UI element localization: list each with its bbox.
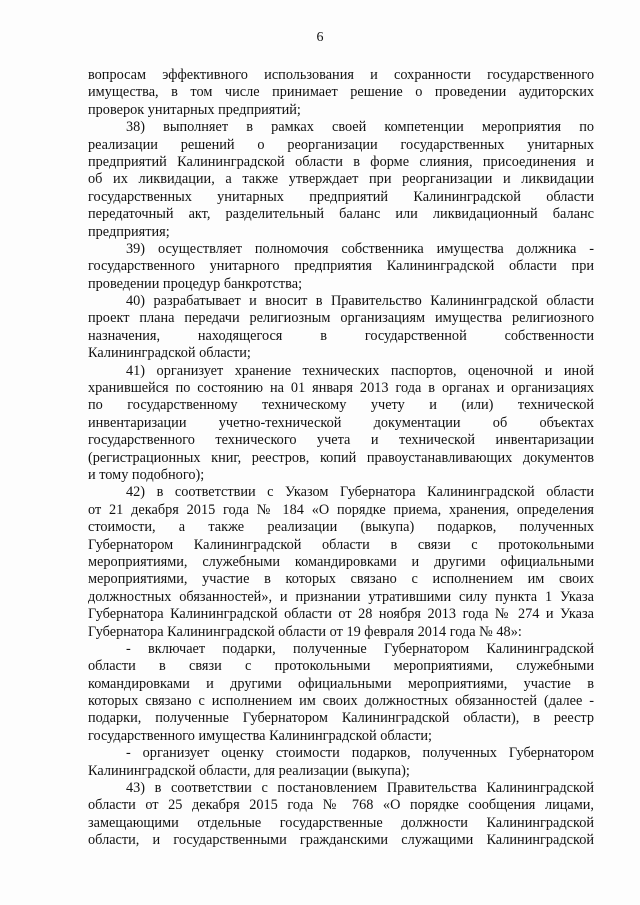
- text-line: мероприятиями, участие в которых связано с исполнением им своих: [88, 571, 594, 588]
- text-line: государственных унитарных предприятий Калининградской области: [88, 188, 594, 205]
- text-line: предприятий Калининградской области в форме слияния, присоединения и: [88, 153, 594, 170]
- text-line: области от 25 декабря 2015 года № 768 «О порядке сообщения лицами,: [88, 797, 594, 814]
- text-line: государственного технического учета и технической инвентаризации: [88, 432, 594, 449]
- text-line: 41) организует хранение технических паспортов, оценочной и иной: [126, 362, 594, 379]
- text-line: хранившейся по состоянию на 01 января 2013 года в органах и организациях: [88, 380, 594, 397]
- text-line: об их ликвидации, а также утверждает при реорганизации и ликвидации: [88, 171, 594, 188]
- text-line: 38) выполняет в рамках своей компетенции мероприятия по: [126, 119, 594, 136]
- text-line: подарки, полученные Губернатором Калининградской области), в реестр: [88, 710, 594, 727]
- text-line: передаточный акт, разделительный баланс или ликвидационный баланс: [88, 206, 594, 223]
- text-line: 43) в соответствии с постановлением Правительства Калининградской: [126, 780, 594, 797]
- text-line: государственного унитарного предприятия Калининградской области при: [88, 258, 594, 275]
- text-line: мероприятиями, служебными командировками и другими официальными: [88, 553, 594, 570]
- text-line: инвентаризации учетно-технической документации об объектах: [88, 414, 594, 431]
- page-number: 6: [316, 30, 324, 45]
- text-line: замещающими отдельные государственные должности Калининградской: [88, 814, 594, 831]
- text-line: области, и государственными гражданскими служащими Калининградской: [88, 832, 594, 849]
- text-line: Калининградской области;: [88, 345, 251, 362]
- text-line: командировками и другими официальными мероприятиями, участие в: [88, 675, 594, 692]
- text-line: вопросам эффективного использования и сохранности государственного: [88, 67, 594, 83]
- text-line: области в связи с протокольными мероприятиями, служебными: [88, 658, 594, 675]
- text-line: имущества, в том числе принимает решение о проведении аудиторских: [88, 84, 594, 101]
- text-line: - включает подарки, полученные Губернатором Калининградской: [126, 640, 594, 657]
- document-body: [88, 67, 594, 850]
- text-line: стоимости, а также реализации (выкупа) подарков, полученных: [88, 519, 594, 536]
- text-line: Калининградской области, для реализации (выкупа);: [88, 762, 410, 779]
- text-line: и тому подобного);: [88, 466, 205, 483]
- text-line: (регистрационных книг, реестров, копий правоустанавливающих документов: [88, 449, 594, 466]
- text-line: которых связано с исполнением им своих должностных обязанностей (далее -: [88, 693, 594, 710]
- text-line: от 21 декабря 2015 года № 184 «О порядке приема, хранения, определения: [88, 501, 594, 518]
- text-line: 40) разрабатывает и вносит в Правительство Калининградской области: [126, 293, 594, 310]
- text-line: проведении процедур банкротства;: [88, 275, 303, 292]
- text-line: назначения, находящегося в государственной собственности: [88, 327, 594, 344]
- text-line: - организует оценку стоимости подарков, полученных Губернатором: [126, 745, 594, 762]
- text-line: должностных обязанностей», и признании утратившими силу пункта 1 Указа: [88, 588, 594, 605]
- text-line: реализации решений о реорганизации государственных унитарных: [88, 136, 594, 153]
- text-line: Губернатором Калининградской области в связи с протокольными: [88, 536, 594, 553]
- text-line: Губернатора Калининградской области от 28 ноября 2013 года № 274 и Указа: [88, 606, 594, 623]
- text-line: проект плана передачи религиозным организациям имущества религиозного: [88, 310, 594, 327]
- text-line: по государственному техническому учету и (или) технической: [88, 397, 594, 414]
- text-line: предприятия;: [88, 223, 170, 240]
- text-line: 39) осуществляет полномочия собственника имущества должника -: [126, 240, 594, 257]
- text-line: Губернатора Калининградской области от 19 февраля 2014 года № 48»:: [88, 623, 522, 640]
- text-line: государственного имущества Калининградской области;: [88, 727, 432, 744]
- text-line: 42) в соответствии с Указом Губернатора Калининградской области: [126, 484, 594, 501]
- text-line: проверок унитарных предприятий;: [88, 101, 301, 118]
